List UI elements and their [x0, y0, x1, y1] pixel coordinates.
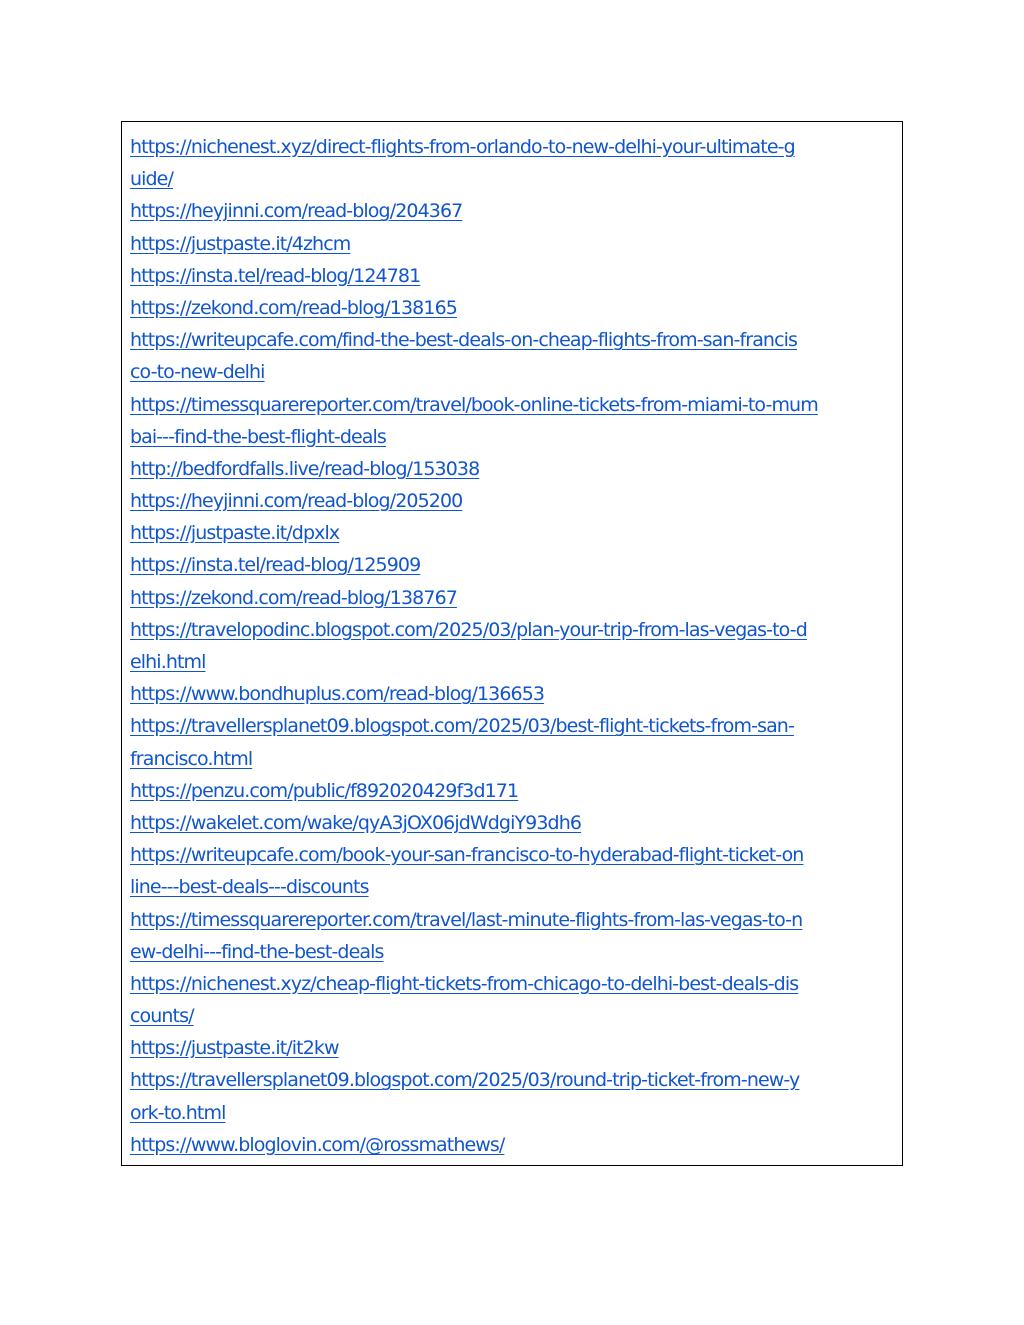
hyperlink[interactable]: ew-delhi---find-the-best-deals	[130, 940, 384, 963]
hyperlink[interactable]: https://zekond.com/read-blog/138767	[130, 586, 457, 609]
hyperlink[interactable]: francisco.html	[130, 747, 253, 770]
hyperlink[interactable]: co-to-new-delhi	[130, 361, 265, 384]
hyperlink[interactable]: https://www.bondhuplus.com/read-blog/136653	[130, 683, 545, 706]
table-cell-box	[121, 121, 903, 1166]
hyperlink[interactable]: https://heyjinni.com/read-blog/204367	[130, 200, 463, 223]
hyperlink[interactable]: counts/	[130, 1005, 194, 1028]
hyperlink[interactable]: https://heyjinni.com/read-blog/205200	[130, 490, 463, 513]
hyperlink[interactable]: https://justpaste.it/it2kw	[130, 1037, 339, 1060]
hyperlink[interactable]: https://www.bloglovin.com/@rossmathews/	[130, 1133, 505, 1156]
hyperlink[interactable]: https://justpaste.it/4zhcm	[130, 232, 351, 255]
hyperlink[interactable]: http://bedfordfalls.live/read-blog/153038	[130, 457, 480, 480]
hyperlink[interactable]: https://writeupcafe.com/find-the-best-deals-on-cheap-flights-from-san-francis	[130, 329, 797, 352]
hyperlink[interactable]: https://nichenest.xyz/cheap-flight-tickets-from-chicago-to-delhi-best-deals-dis	[130, 972, 799, 995]
hyperlink[interactable]: https://nichenest.xyz/direct-flights-from-orlando-to-new-delhi-your-ultimate-g	[130, 136, 795, 158]
hyperlink[interactable]: ork-to.html	[130, 1101, 226, 1124]
hyperlink[interactable]: elhi.html	[130, 651, 206, 673]
hyperlink[interactable]: https://justpaste.it/dpxlx	[130, 522, 340, 545]
hyperlink[interactable]: https://timessquarereporter.com/travel/last-minute-flights-from-las-vegas-to-n	[130, 908, 803, 931]
hyperlink[interactable]: https://writeupcafe.com/book-your-san-francisco-to-hyderabad-flight-ticket-on	[130, 844, 804, 867]
hyperlink[interactable]: https://insta.tel/read-blog/124781	[130, 264, 421, 287]
hyperlink[interactable]: https://penzu.com/public/f892020429f3d171	[130, 779, 519, 802]
hyperlink[interactable]: https://zekond.com/read-blog/138165	[130, 296, 457, 319]
hyperlink[interactable]: https://wakelet.com/wake/qyA3jOX06jdWdgiY93dh6	[130, 811, 582, 834]
hyperlink[interactable]: https://travelopodinc.blogspot.com/2025/03/plan-your-trip-from-las-vegas-to-d	[130, 618, 807, 641]
hyperlink[interactable]: https://travellersplanet09.blogspot.com/2025/03/round-trip-ticket-from-new-y	[130, 1069, 800, 1092]
hyperlink[interactable]: https://travellersplanet09.blogspot.com/2025/03/best-flight-tickets-from-san-	[130, 715, 794, 738]
hyperlink[interactable]: bai---find-the-best-flight-deals	[130, 425, 386, 448]
link-list	[130, 131, 896, 1161]
hyperlink[interactable]: https://timessquarereporter.com/travel/book-online-tickets-from-miami-to-mum	[130, 393, 818, 416]
hyperlink[interactable]: line---best-deals---discounts	[130, 876, 369, 899]
hyperlink[interactable]: uide/	[130, 168, 173, 191]
hyperlink[interactable]: https://insta.tel/read-blog/125909	[130, 554, 421, 577]
